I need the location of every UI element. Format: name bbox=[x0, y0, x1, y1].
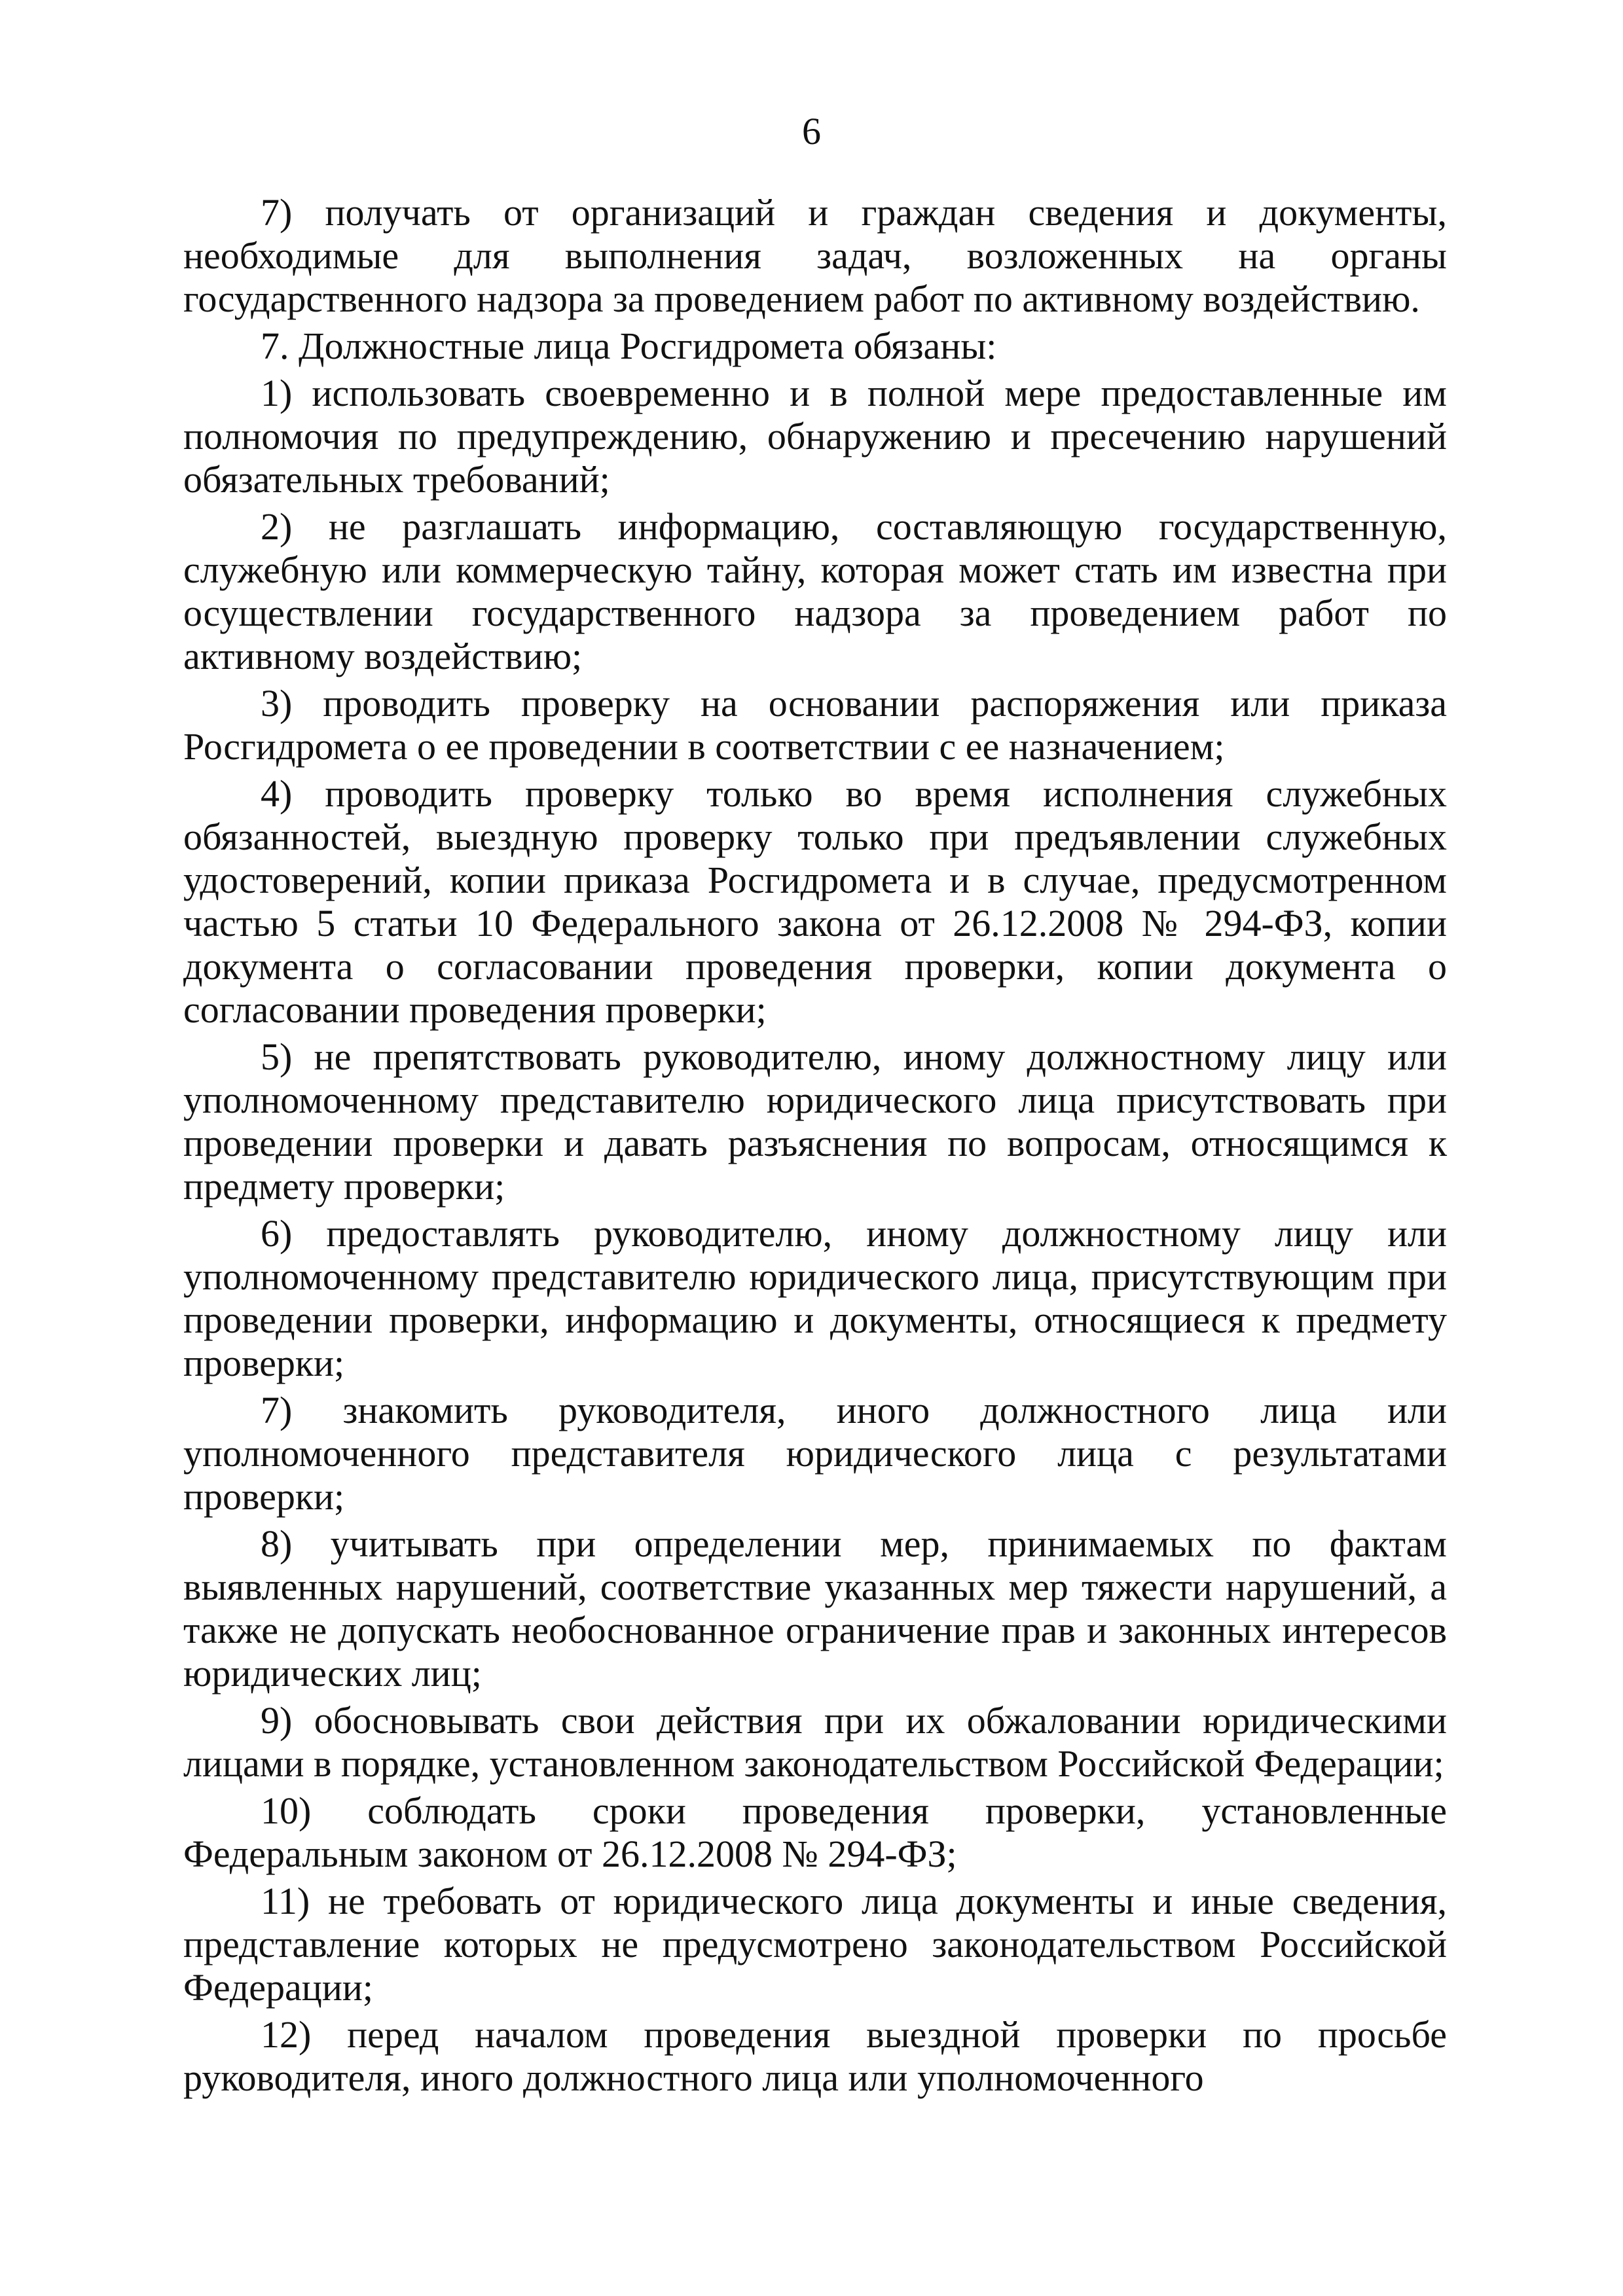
paragraph-item-7-receive-info: 7) получать от организаций и граждан сведения и документы, необходимые для выполнения задач, возложенных на органы государственного надзора за проведением работ по активному воздействию. bbox=[183, 191, 1447, 320]
paragraph-duty-9: 9) обосновывать свои действия при их обжаловании юридическими лицами в порядке, установленном законодательством Российской Федерации; bbox=[183, 1699, 1447, 1785]
paragraph-duty-8: 8) учитывать при определении мер, принимаемых по фактам выявленных нарушений, соответствие указанных мер тяжести нарушений, а также не допускать необоснованное ограничение прав и законных интересов юридических лиц; bbox=[183, 1522, 1447, 1695]
paragraph-duty-4: 4) проводить проверку только во время исполнения служебных обязанностей, выездную проверку только при предъявлении служебных удостоверений, копии приказа Росгидромета и в случае, предусмотренном частью 5 статьи 10 Федерального закона от 26.12.2008 № 294-ФЗ, копии документа о согласовании проведения проверки, копии документа о согласовании проведения проверки; bbox=[183, 772, 1447, 1031]
paragraph-duty-6: 6) предоставлять руководителю, иному должностному лицу или уполномоченному представителю юридического лица, присутствующим при проведении проверки, информацию и документы, относящиеся к предмету проверки; bbox=[183, 1212, 1447, 1384]
paragraph-duty-11: 11) не требовать от юридического лица документы и иные сведения, представление которых не предусмотрено законодательством Российской Федерации; bbox=[183, 1880, 1447, 2009]
paragraph-duty-2: 2) не разглашать информацию, составляющую государственную, служебную или коммерческую тайну, которая может стать им известна при осуществлении государственного надзора за проведением работ по активному воздействию; bbox=[183, 505, 1447, 677]
paragraph-duty-10: 10) соблюдать сроки проведения проверки, установленные Федеральным законом от 26.12.2008 № 294-ФЗ; bbox=[183, 1789, 1447, 1875]
paragraph-duty-7: 7) знакомить руководителя, иного должностного лица или уполномоченного представителя юридического лица с результатами проверки; bbox=[183, 1389, 1447, 1518]
paragraph-duty-1: 1) использовать своевременно и в полной мере предоставленные им полномочия по предупреждению, обнаружению и пресечению нарушений обязательных требований; bbox=[183, 372, 1447, 501]
paragraph-duty-3: 3) проводить проверку на основании распоряжения или приказа Росгидромета о ее проведении в соответствии с ее назначением; bbox=[183, 682, 1447, 768]
document-body bbox=[183, 191, 1447, 2100]
paragraph-duty-12: 12) перед началом проведения выездной проверки по просьбе руководителя, иного должностного лица или уполномоченного bbox=[183, 2013, 1447, 2099]
paragraph-section-7-heading: 7. Должностные лица Росгидромета обязаны: bbox=[261, 325, 997, 367]
page-number: 6 bbox=[802, 110, 821, 152]
paragraph-duty-5: 5) не препятствовать руководителю, иному должностному лицу или уполномоченному представителю юридического лица присутствовать при проведении проверки и давать разъяснения по вопросам, относящимся к предмету проверки; bbox=[183, 1035, 1447, 1208]
